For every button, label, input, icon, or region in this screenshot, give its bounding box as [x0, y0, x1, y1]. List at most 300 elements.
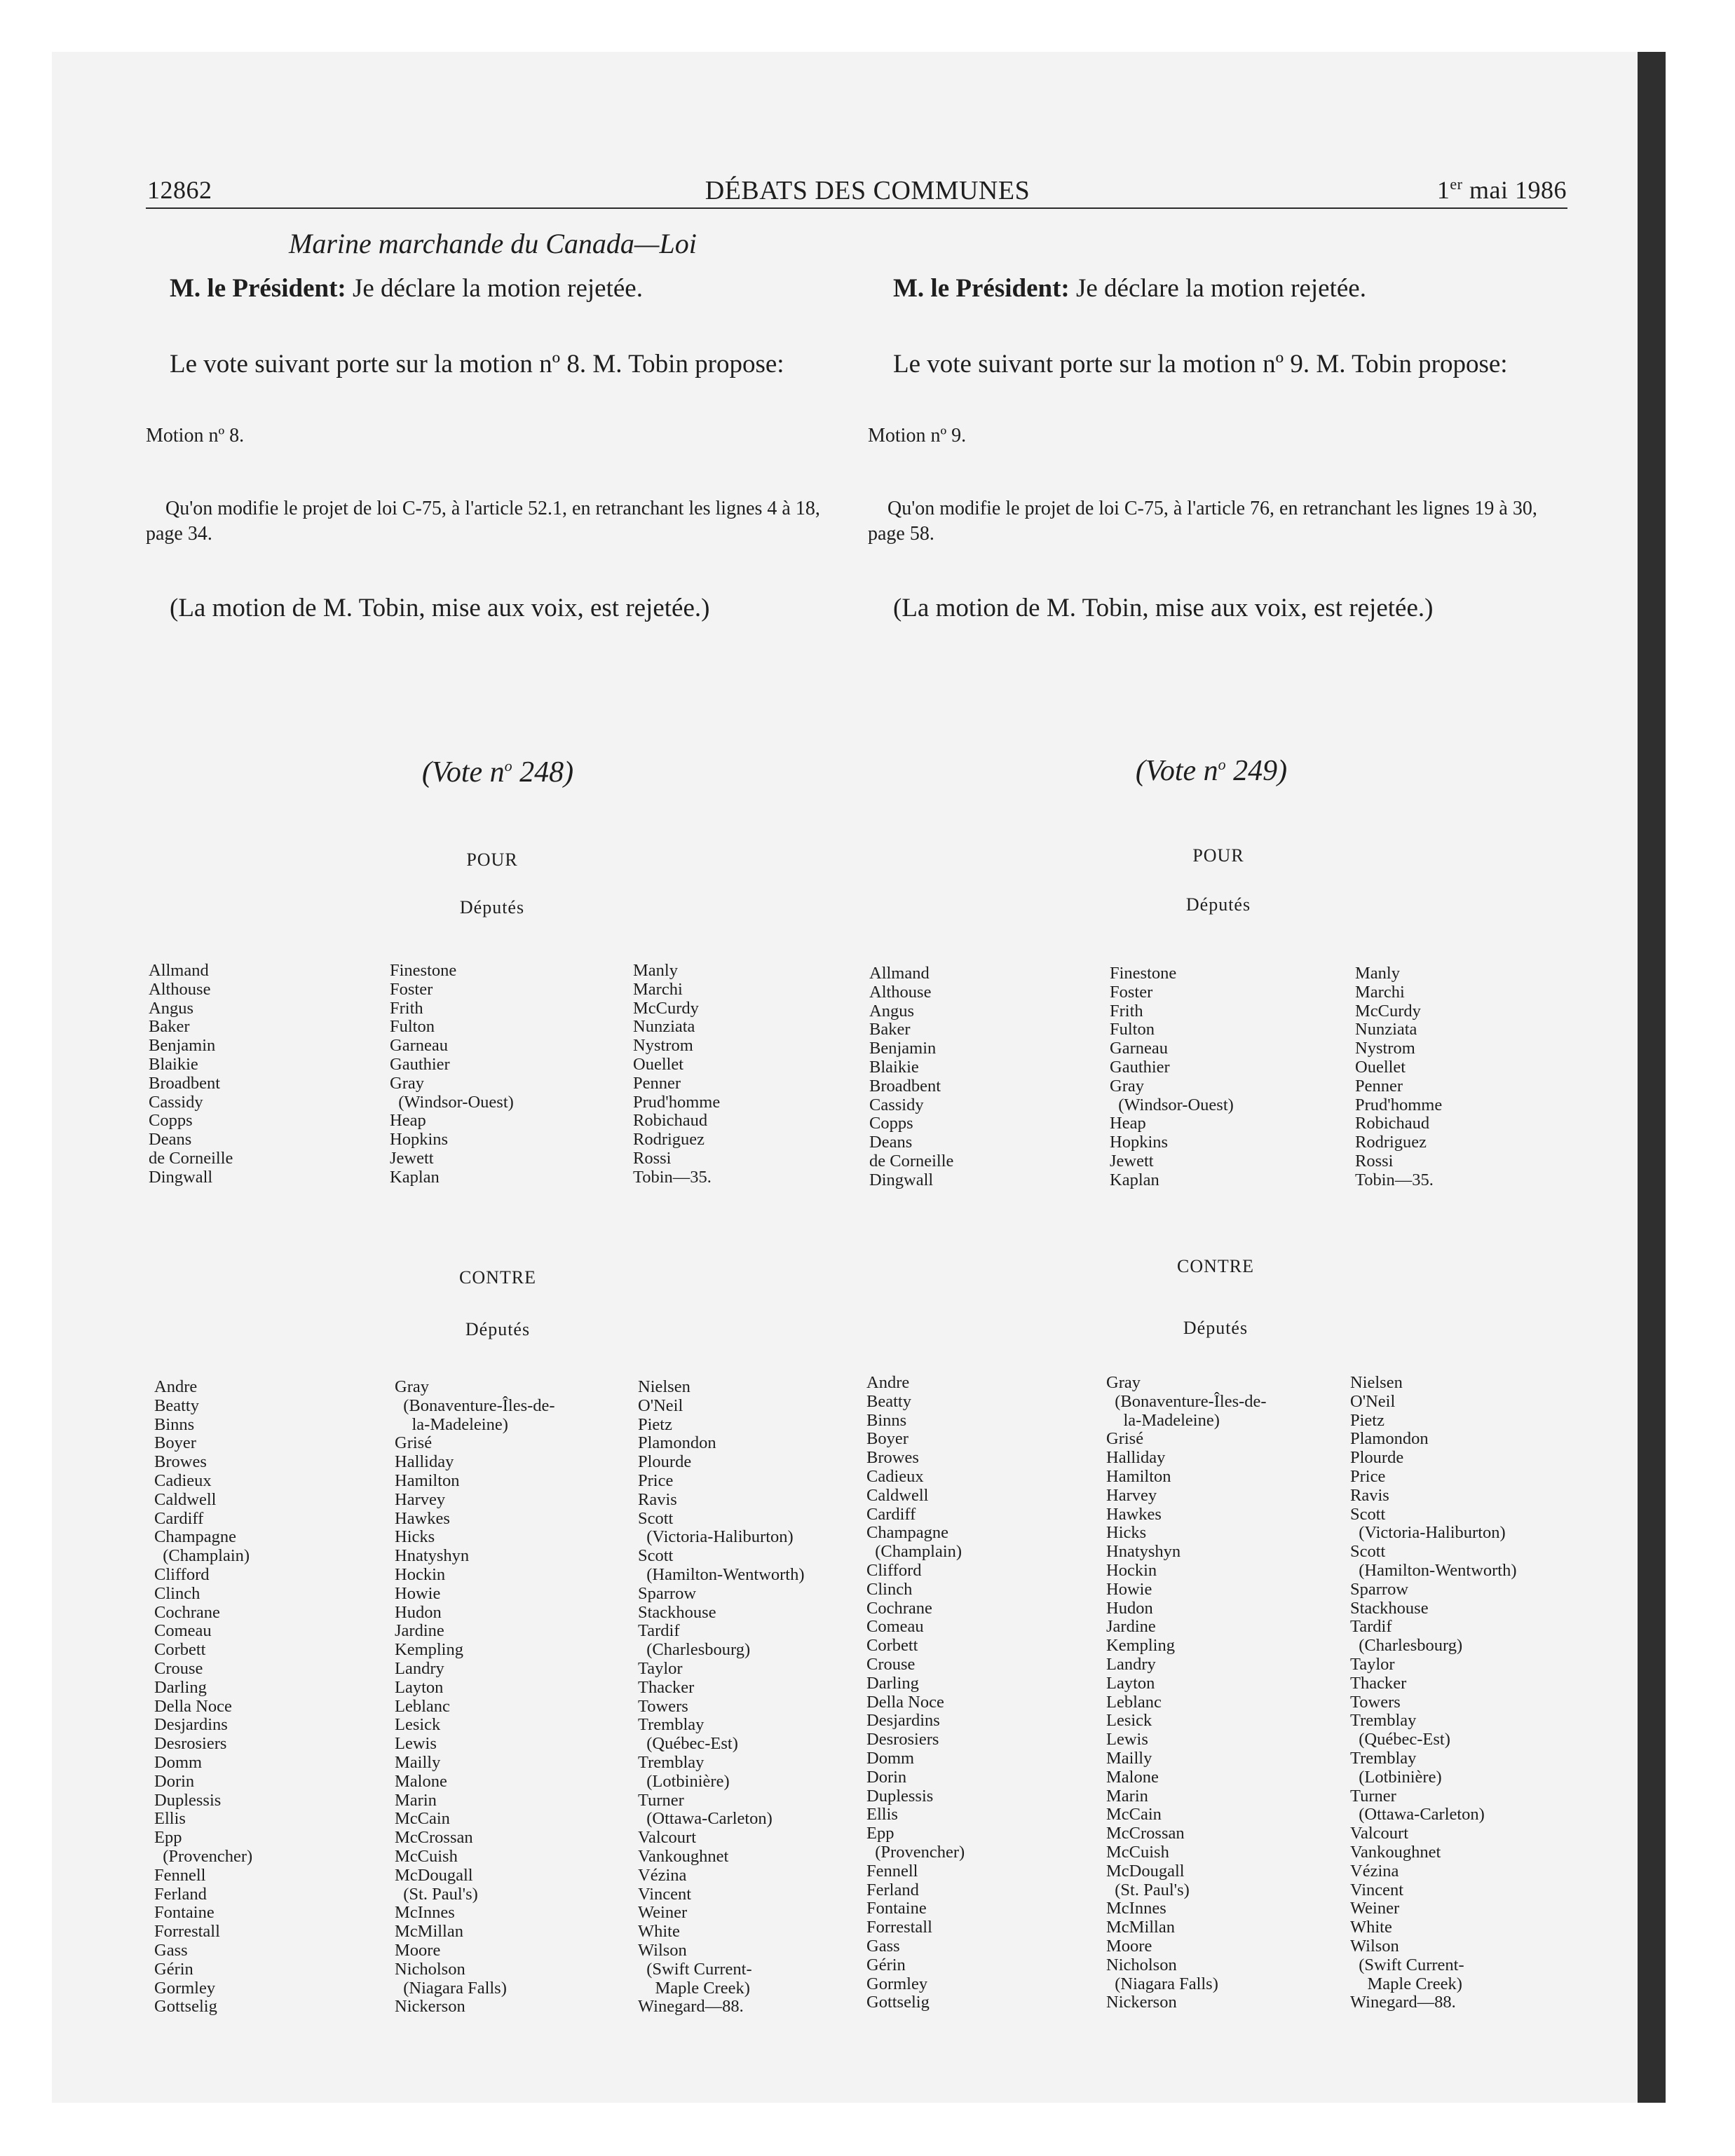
member-name: Maple Creek): [638, 1978, 750, 1998]
member-name: Clinch: [154, 1583, 200, 1603]
member-name: Howie: [395, 1583, 441, 1603]
member-name: (Bonaventure-Îles-de-: [395, 1396, 555, 1415]
member-name: (Hamilton-Wentworth): [1350, 1560, 1517, 1580]
member-name: Nicholson: [1106, 1955, 1177, 1974]
member-name: Baker: [869, 1020, 911, 1039]
member-name: Ellis: [866, 1805, 898, 1824]
member-name: (Ottawa-Carleton): [1350, 1805, 1485, 1824]
member-name: Della Noce: [866, 1692, 944, 1712]
member-name: Gass: [866, 1936, 900, 1956]
member-name: Beatty: [154, 1396, 199, 1415]
contre-list-left-col1: [154, 1378, 252, 2017]
member-name: (Niagara Falls): [1106, 1974, 1218, 1993]
pour-list-left-col3: [633, 962, 720, 1187]
member-name: (Victoria-Haliburton): [638, 1527, 794, 1547]
member-name: Binns: [154, 1414, 195, 1434]
vote-number-right: (Vote $n^o$ 249): [1135, 755, 1288, 787]
pour-list-right-col2: [1110, 964, 1234, 1190]
member-name: Lewis: [395, 1734, 437, 1754]
member-name: Vézina: [1350, 1861, 1399, 1881]
member-name: Lesick: [395, 1715, 441, 1735]
contre-list-left-col3: [638, 1378, 805, 2017]
member-name: Grisé: [395, 1433, 433, 1453]
member-name: Fontaine: [154, 1903, 215, 1923]
member-name: Duplessis: [866, 1786, 934, 1806]
member-name: Tardif: [1350, 1617, 1392, 1637]
member-name: de Corneille: [149, 1148, 233, 1168]
member-name: Gray: [1110, 1076, 1144, 1096]
section-subtitle: Marine marchande du Canada—Loi: [289, 228, 697, 259]
member-name: (Swift Current-: [1350, 1955, 1464, 1974]
member-name: Cassidy: [149, 1092, 203, 1112]
contre-heading-right: CONTRE: [1177, 1256, 1254, 1276]
member-name: (St. Paul's): [1106, 1880, 1190, 1899]
member-name: Nielsen: [638, 1377, 690, 1396]
member-name: (Champlain): [154, 1546, 250, 1566]
member-name: Vankoughnet: [638, 1846, 729, 1866]
member-name: Fontaine: [866, 1899, 927, 1918]
member-name: Taylor: [1350, 1654, 1395, 1674]
member-name: Broadbent: [869, 1076, 941, 1096]
member-name: Dingwall: [869, 1170, 934, 1189]
member-name: (Lotbinière): [1350, 1767, 1442, 1787]
member-name: Landry: [1106, 1654, 1156, 1674]
member-name: Ferland: [866, 1880, 919, 1899]
member-name: Ravis: [1350, 1485, 1389, 1505]
member-name: Heap: [1110, 1114, 1146, 1133]
member-name: Prud'homme: [633, 1092, 721, 1112]
member-name: Andre: [154, 1377, 198, 1396]
member-name: Heap: [390, 1111, 426, 1131]
member-name: Winegard—88.: [638, 1997, 744, 2017]
member-name: (Provencher): [154, 1846, 253, 1866]
next-vote-left: Le vote suivant porte sur la motion nº 8. M. Tobin propose:: [170, 350, 784, 378]
pour-list-left-col2: [390, 962, 514, 1187]
member-name: Tobin—35.: [1355, 1170, 1434, 1189]
member-name: Gormley: [154, 1978, 216, 1998]
member-name: Turner: [638, 1790, 684, 1810]
member-name: Hnatyshyn: [395, 1546, 470, 1566]
member-name: Jewett: [1110, 1151, 1154, 1171]
member-name: Thacker: [1350, 1673, 1407, 1693]
motion-text-right: Qu'on modifie le projet de loi C-75, à l'article 76, en retranchant les lignes 19 à 30, page 58.: [868, 498, 1537, 545]
member-name: Cardiff: [866, 1504, 916, 1524]
member-name: Towers: [638, 1696, 688, 1716]
contre-list-left-col2: [395, 1378, 555, 2017]
page-title: DÉBATS DES COMMUNES: [705, 176, 1030, 205]
member-name: Cochrane: [154, 1602, 220, 1622]
member-name: Rodriguez: [633, 1130, 705, 1149]
member-name: Moore: [1106, 1936, 1152, 1956]
pour-list-right-col1: [869, 964, 953, 1190]
member-name: Nickerson: [1106, 1993, 1177, 2012]
member-name: Della Noce: [154, 1696, 232, 1716]
member-name: Gottselig: [866, 1993, 930, 2012]
member-name: Nystrom: [633, 1036, 693, 1056]
member-name: (Bonaventure-Îles-de-: [1106, 1391, 1267, 1411]
member-name: Desrosiers: [866, 1730, 939, 1749]
member-name: Penner: [633, 1073, 681, 1093]
member-name: Taylor: [638, 1658, 683, 1678]
member-name: Allmand: [149, 961, 209, 980]
member-name: Hudon: [395, 1602, 442, 1622]
deputes-heading-contre-left: Députés: [465, 1319, 531, 1339]
member-name: Penner: [1355, 1076, 1403, 1096]
member-name: Hnatyshyn: [1106, 1542, 1181, 1562]
member-name: Grisé: [1106, 1429, 1144, 1449]
member-name: (Swift Current-: [638, 1959, 752, 1979]
member-name: Hudon: [1106, 1598, 1153, 1618]
member-name: Baker: [149, 1017, 190, 1037]
member-name: (Québec-Est): [1350, 1730, 1450, 1749]
member-name: Frith: [1110, 1001, 1143, 1021]
member-name: Kaplan: [1110, 1170, 1159, 1189]
member-name: Stackhouse: [638, 1602, 716, 1622]
member-name: Domm: [866, 1748, 915, 1768]
member-name: Scott: [638, 1508, 674, 1528]
member-name: Halliday: [1106, 1448, 1166, 1468]
member-name: Price: [1350, 1466, 1386, 1486]
member-name: Vincent: [638, 1884, 692, 1904]
member-name: Clifford: [866, 1560, 922, 1580]
member-name: Prud'homme: [1355, 1095, 1443, 1114]
member-name: Clifford: [154, 1564, 210, 1584]
member-name: Frith: [390, 998, 423, 1018]
member-name: Harvey: [1106, 1485, 1157, 1505]
member-name: Weiner: [638, 1903, 688, 1923]
member-name: Boyer: [866, 1429, 909, 1449]
member-name: Blaikie: [149, 1054, 198, 1074]
member-name: Clinch: [866, 1579, 913, 1599]
member-name: Hockin: [395, 1564, 446, 1584]
member-name: Forrestall: [154, 1922, 220, 1942]
member-name: Tremblay: [1350, 1748, 1417, 1768]
deputes-heading-pour-left: Députés: [459, 897, 525, 917]
member-name: Crouse: [866, 1654, 916, 1674]
member-name: Gottselig: [154, 1997, 217, 2017]
member-name: Copps: [149, 1111, 193, 1131]
member-name: la-Madeleine): [1106, 1410, 1220, 1430]
member-name: Nielsen: [1350, 1373, 1403, 1392]
member-name: Finestone: [390, 961, 457, 980]
member-name: (Charlesbourg): [1350, 1636, 1463, 1656]
member-name: Leblanc: [395, 1696, 450, 1716]
member-name: Caldwell: [866, 1485, 929, 1505]
member-name: Epp: [866, 1824, 894, 1843]
member-name: (Québec-Est): [638, 1734, 738, 1754]
member-name: Corbett: [154, 1640, 206, 1660]
member-name: Nickerson: [395, 1997, 465, 2017]
member-name: Gérin: [866, 1955, 906, 1974]
member-name: Dorin: [866, 1767, 907, 1787]
member-name: Vincent: [1350, 1880, 1404, 1899]
member-name: Tremblay: [638, 1752, 705, 1772]
member-name: Champagne: [154, 1527, 237, 1547]
member-name: Cardiff: [154, 1508, 204, 1528]
member-name: Corbett: [866, 1636, 918, 1656]
member-name: Gass: [154, 1940, 188, 1960]
member-name: Desjardins: [154, 1715, 228, 1735]
member-name: Gérin: [154, 1959, 193, 1979]
member-name: Sparrow: [1350, 1579, 1409, 1599]
member-name: Caldwell: [154, 1489, 217, 1509]
member-name: Gray: [395, 1377, 429, 1396]
member-name: Scott: [1350, 1542, 1386, 1562]
member-name: Harvey: [395, 1489, 446, 1509]
member-name: Valcourt: [638, 1828, 696, 1848]
motion-label-left: Motion nº 8.: [146, 425, 245, 446]
member-name: Kaplan: [390, 1167, 440, 1187]
contre-list-right-col2: [1106, 1374, 1267, 2012]
member-name: Ferland: [154, 1884, 207, 1904]
member-name: Manly: [633, 961, 678, 980]
member-name: Gormley: [866, 1974, 928, 1993]
member-name: McCain: [1106, 1805, 1162, 1824]
member-name: Foster: [390, 979, 433, 999]
member-name: Comeau: [154, 1621, 212, 1641]
member-name: Hopkins: [390, 1130, 449, 1149]
member-name: Cochrane: [866, 1598, 932, 1618]
member-name: Nystrom: [1355, 1039, 1415, 1058]
member-name: McMillan: [1106, 1918, 1175, 1937]
header-rule: [146, 207, 1567, 209]
member-name: Beatty: [866, 1391, 911, 1411]
member-name: Hicks: [395, 1527, 435, 1547]
motion-result-left: (La motion de M. Tobin, mise aux voix, est rejetée.): [170, 594, 710, 622]
member-name: Browes: [154, 1452, 207, 1472]
member-name: Kempling: [395, 1640, 463, 1660]
member-name: Layton: [395, 1677, 444, 1697]
member-name: Gray: [1106, 1373, 1141, 1392]
member-name: McCrossan: [395, 1828, 473, 1848]
member-name: Benjamin: [149, 1036, 216, 1056]
motion-result-right: (La motion de M. Tobin, mise aux voix, est rejetée.): [893, 594, 1434, 622]
member-name: Deans: [869, 1133, 913, 1152]
member-name: Althouse: [149, 979, 211, 999]
motion-text-left: Qu'on modifie le projet de loi C-75, à l'article 52.1, en retranchant les lignes 4 à 18, page 34.: [146, 498, 820, 545]
member-name: Duplessis: [154, 1790, 222, 1810]
member-name: Hopkins: [1110, 1133, 1169, 1152]
member-name: Plourde: [638, 1452, 692, 1472]
member-name: Domm: [154, 1752, 203, 1772]
member-name: Tremblay: [1350, 1711, 1417, 1731]
deputes-heading-contre-right: Députés: [1183, 1318, 1248, 1338]
member-name: Blaikie: [869, 1057, 919, 1077]
member-name: Towers: [1350, 1692, 1401, 1712]
member-name: Layton: [1106, 1673, 1155, 1693]
member-name: Plamondon: [638, 1433, 716, 1453]
member-name: McCurdy: [1355, 1001, 1421, 1021]
member-name: Robichaud: [633, 1111, 708, 1131]
speaker-statement-right: M. le Président: Je déclare la motion rejetée.: [893, 274, 1366, 303]
member-name: McCrossan: [1106, 1824, 1185, 1843]
member-name: Andre: [866, 1373, 910, 1392]
member-name: Pietz: [1350, 1410, 1384, 1430]
member-name: Thacker: [638, 1677, 695, 1697]
member-name: Marchi: [1355, 982, 1405, 1002]
member-name: (Victoria-Haliburton): [1350, 1523, 1506, 1543]
member-name: McCurdy: [633, 998, 699, 1018]
member-name: Wilson: [638, 1940, 687, 1960]
member-name: Tremblay: [638, 1715, 705, 1735]
member-name: Manly: [1355, 964, 1400, 983]
member-name: Price: [638, 1471, 674, 1490]
member-name: Darling: [866, 1673, 919, 1693]
member-name: McMillan: [395, 1922, 463, 1942]
member-name: Ouellet: [1355, 1057, 1406, 1077]
page-number: 12862: [147, 176, 212, 204]
member-name: Ravis: [638, 1489, 677, 1509]
member-name: la-Madeleine): [395, 1414, 508, 1434]
member-name: Scott: [638, 1546, 674, 1566]
member-name: Angus: [869, 1001, 914, 1021]
member-name: Leblanc: [1106, 1692, 1162, 1712]
member-name: (St. Paul's): [395, 1884, 478, 1904]
member-name: McCain: [395, 1809, 450, 1829]
member-name: Sparrow: [638, 1583, 697, 1603]
member-name: Valcourt: [1350, 1824, 1408, 1843]
member-name: Lewis: [1106, 1730, 1148, 1749]
member-name: Deans: [149, 1130, 192, 1149]
member-name: McCuish: [395, 1846, 458, 1866]
member-name: Boyer: [154, 1433, 196, 1453]
member-name: Garneau: [1110, 1039, 1168, 1058]
member-name: Dingwall: [149, 1167, 213, 1187]
member-name: Rossi: [633, 1148, 672, 1168]
member-name: Landry: [395, 1658, 444, 1678]
member-name: Robichaud: [1355, 1114, 1430, 1133]
member-name: Benjamin: [869, 1039, 937, 1058]
member-name: Foster: [1110, 982, 1153, 1002]
member-name: Browes: [866, 1448, 919, 1468]
member-name: Pietz: [638, 1414, 672, 1434]
member-name: Fulton: [390, 1017, 435, 1037]
member-name: Mailly: [1106, 1748, 1152, 1768]
member-name: Forrestall: [866, 1918, 932, 1937]
member-name: (Windsor-Ouest): [1110, 1095, 1234, 1114]
member-name: Allmand: [869, 964, 930, 983]
member-name: McDougall: [1106, 1861, 1185, 1881]
member-name: Cadieux: [154, 1471, 212, 1490]
member-name: McInnes: [395, 1903, 455, 1923]
member-name: Stackhouse: [1350, 1598, 1429, 1618]
page-date: 1er mai 1986: [1436, 175, 1567, 204]
member-name: Kempling: [1106, 1636, 1175, 1656]
member-name: Cadieux: [866, 1466, 924, 1486]
member-name: Gauthier: [1110, 1057, 1170, 1077]
member-name: Nunziata: [633, 1017, 695, 1037]
member-name: Desrosiers: [154, 1734, 227, 1754]
deputes-heading-pour-right: Députés: [1185, 894, 1251, 915]
scan-edge-bar: [1638, 52, 1666, 2103]
member-name: Marchi: [633, 979, 683, 999]
member-name: Gray: [390, 1073, 424, 1093]
member-name: O'Neil: [638, 1396, 683, 1415]
member-name: Fennell: [154, 1865, 206, 1885]
member-name: (Niagara Falls): [395, 1978, 507, 1998]
member-name: Comeau: [866, 1617, 924, 1637]
contre-heading-left: CONTRE: [459, 1267, 536, 1288]
member-name: Binns: [866, 1410, 907, 1430]
member-name: Ouellet: [633, 1054, 684, 1074]
member-name: Moore: [395, 1940, 441, 1960]
member-name: Champagne: [866, 1523, 949, 1543]
member-name: Turner: [1350, 1786, 1396, 1806]
member-name: Epp: [154, 1828, 182, 1848]
member-name: White: [1350, 1918, 1392, 1937]
member-name: Hawkes: [395, 1508, 450, 1528]
member-name: McCuish: [1106, 1842, 1169, 1862]
member-name: Fennell: [866, 1861, 918, 1881]
member-name: O'Neil: [1350, 1391, 1396, 1411]
member-name: Rodriguez: [1355, 1133, 1427, 1152]
member-name: Fulton: [1110, 1020, 1155, 1039]
member-name: McInnes: [1106, 1899, 1166, 1918]
member-name: Nicholson: [395, 1959, 465, 1979]
member-name: Wilson: [1350, 1936, 1399, 1956]
contre-list-right-col3: [1350, 1374, 1517, 2012]
member-name: Marin: [395, 1790, 437, 1810]
member-name: Vézina: [638, 1865, 687, 1885]
member-name: Tardif: [638, 1621, 680, 1641]
member-name: Mailly: [395, 1752, 441, 1772]
member-name: (Hamilton-Wentworth): [638, 1564, 805, 1584]
member-name: Garneau: [390, 1036, 448, 1056]
member-name: Marin: [1106, 1786, 1148, 1806]
member-name: McDougall: [395, 1865, 473, 1885]
member-name: Maple Creek): [1350, 1974, 1462, 1993]
member-name: Plourde: [1350, 1448, 1404, 1468]
member-name: (Provencher): [866, 1842, 965, 1862]
contre-list-right-col1: [866, 1374, 965, 2012]
member-name: Malone: [395, 1771, 447, 1791]
member-name: Broadbent: [149, 1073, 221, 1093]
member-name: Vankoughnet: [1350, 1842, 1441, 1862]
member-name: Hockin: [1106, 1560, 1157, 1580]
member-name: White: [638, 1922, 680, 1942]
member-name: Jardine: [1106, 1617, 1156, 1637]
member-name: Copps: [869, 1114, 913, 1133]
speaker-statement-left: M. le Président: Je déclare la motion rejetée.: [170, 274, 643, 303]
member-name: (Lotbinière): [638, 1771, 730, 1791]
member-name: Hawkes: [1106, 1504, 1162, 1524]
pour-list-right-col3: [1355, 964, 1442, 1190]
member-name: Jardine: [395, 1621, 444, 1641]
member-name: Rossi: [1355, 1151, 1394, 1171]
next-vote-right: Le vote suivant porte sur la motion nº 9. M. Tobin propose:: [893, 350, 1508, 378]
member-name: Ellis: [154, 1809, 186, 1829]
member-name: de Corneille: [869, 1151, 954, 1171]
member-name: Desjardins: [866, 1711, 940, 1731]
member-name: Nunziata: [1355, 1020, 1417, 1039]
member-name: Finestone: [1110, 964, 1177, 983]
member-name: Lesick: [1106, 1711, 1152, 1731]
member-name: Winegard—88.: [1350, 1993, 1456, 2012]
member-name: (Ottawa-Carleton): [638, 1809, 773, 1829]
member-name: Hicks: [1106, 1523, 1147, 1543]
pour-heading-left: POUR: [466, 850, 518, 870]
vote-number-left: (Vote $n^o$ 248): [421, 756, 574, 789]
member-name: Hamilton: [395, 1471, 460, 1490]
member-name: Jewett: [390, 1148, 434, 1168]
member-name: Malone: [1106, 1767, 1159, 1787]
member-name: Althouse: [869, 982, 932, 1002]
pour-heading-right: POUR: [1192, 845, 1244, 866]
member-name: Tobin—35.: [633, 1167, 712, 1187]
member-name: Cassidy: [869, 1095, 924, 1114]
member-name: Scott: [1350, 1504, 1386, 1524]
member-name: Crouse: [154, 1658, 203, 1678]
